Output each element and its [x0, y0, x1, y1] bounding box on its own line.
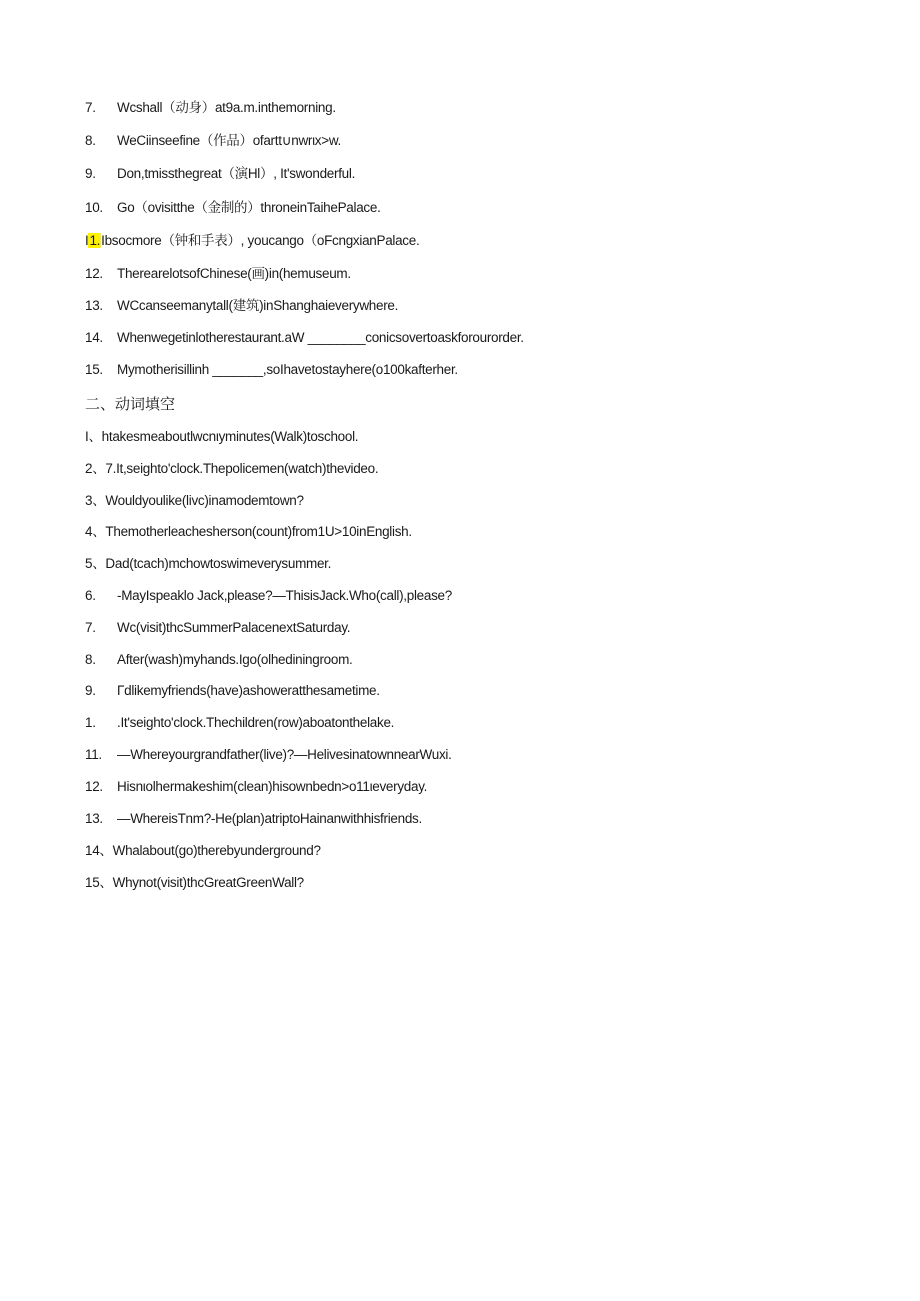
- exercise-item: [85, 587, 452, 605]
- exercise-item: [85, 265, 351, 283]
- item-text: -MayIspeaklo Jack,please?—ThisisJack.Who(call),please?: [117, 588, 452, 603]
- item-number: 15、: [85, 875, 113, 890]
- exercise-item: [85, 132, 341, 150]
- item-number: 11.: [85, 747, 102, 762]
- exercise-item: [85, 651, 352, 669]
- item-number: 12.: [85, 266, 103, 281]
- exercise-item: [85, 842, 321, 860]
- item-number: 1.: [85, 715, 96, 730]
- exercise-item: [85, 492, 304, 510]
- exercise-item: [85, 619, 350, 637]
- item-text: 7.It,seighto'clock.Thepolicemen(watch)thevideo.: [105, 461, 379, 476]
- exercise-item: [85, 682, 380, 700]
- item-text: Whalabout(go)therebyunderground?: [112, 843, 321, 858]
- item-text: htakesmeaboutlwcnιyminutes(Walk)toschool.: [101, 429, 359, 444]
- item-number: 5、: [85, 556, 106, 571]
- exercise-item: [85, 361, 458, 379]
- item-number: 4、: [85, 524, 106, 539]
- item-number: 12.: [85, 779, 103, 794]
- item-number: 9.: [85, 166, 96, 181]
- item-number: 6.: [85, 588, 96, 603]
- item-text: Whenwegetinlotherestaurant.aW ________conicsovertoaskforourorder.: [117, 330, 524, 345]
- item-text: Themotherleachesherson(count)from1U>10inEnglish.: [105, 524, 412, 539]
- item-number: 15.: [85, 362, 103, 377]
- exercise-item: [85, 297, 398, 315]
- exercise-item: [85, 523, 412, 541]
- exercise-item: [85, 199, 381, 217]
- item-text: Ibsocmore（钟和手表）, youcango（oFcngxianPalace.: [101, 233, 420, 248]
- item-text: —Whereyourgrandfather(live)?—HelivesinatownnearWuxi.: [117, 747, 452, 762]
- item-number: 13.: [85, 298, 103, 313]
- item-text: WeCiinseefine（作品）ofartt∪nwrιx>w.: [117, 133, 341, 148]
- item-text: Go（ovisitthe（金制的）throneinTaihePalace.: [117, 200, 381, 215]
- item-number-prefix: I: [85, 233, 89, 248]
- exercise-item: [85, 329, 524, 347]
- highlighted-item-number: 1.: [89, 233, 101, 248]
- item-number: 2、: [85, 461, 106, 476]
- exercise-item: [85, 165, 355, 183]
- exercise-item: [85, 460, 378, 478]
- item-number: 13.: [85, 811, 103, 826]
- item-text: Wc(visit)thcSummerPalacenextSaturday.: [117, 620, 351, 635]
- item-number: 3、: [85, 493, 106, 508]
- exercise-item: [85, 874, 304, 892]
- item-text: TherearelotsofChinese(画)in(hemuseum.: [117, 266, 351, 281]
- item-text: After(wash)myhands.Igo(olhediningroom.: [117, 652, 353, 667]
- item-number: 10.: [85, 200, 103, 215]
- item-text: WCcanseemanytall(建筑)inShanghaieverywhere.: [117, 298, 399, 313]
- item-number: 14.: [85, 330, 103, 345]
- item-text: Γdlikemyfriends(have)ashoweratthesametime.: [117, 683, 380, 698]
- exercise-item: [85, 99, 336, 117]
- exercise-item: [85, 428, 358, 446]
- exercise-item: [85, 810, 422, 828]
- exercise-item: [85, 555, 331, 573]
- item-text: Whynot(visit)thcGreatGreenWall?: [112, 875, 304, 890]
- item-number: 9.: [85, 683, 96, 698]
- item-number: 7.: [85, 620, 96, 635]
- item-text: Don,tmissthegreat（演Hl）, It'swonderful.: [117, 166, 356, 181]
- section-heading: 二、动词填空: [85, 395, 176, 413]
- item-number: 7.: [85, 100, 96, 115]
- item-text: .It'seighto'clock.Thechildren(row)aboatonthelake.: [117, 715, 395, 730]
- item-text: Wcshall（动身）at9a.m.inthemorning.: [117, 100, 336, 115]
- item-number: 8.: [85, 652, 96, 667]
- item-number: 8.: [85, 133, 96, 148]
- exercise-item: [85, 714, 394, 732]
- item-text: Hisnιolhermakeshim(clean)hisownbedn>o11ιeveryday.: [117, 779, 428, 794]
- exercise-item: [85, 778, 427, 796]
- item-text: Dad(tcach)mchowtoswimeverysummer.: [105, 556, 332, 571]
- item-text: Mymotherisillinh _______,soIhavetostayhere(o100kafterher.: [117, 362, 458, 377]
- item-text: —WhereisTnm?-He(plan)atriptoHainanwithhisfriends.: [117, 811, 422, 826]
- exercise-item: [85, 232, 419, 250]
- item-text: Wouldyoulike(livc)inamodemtown?: [105, 493, 304, 508]
- exercise-item: [85, 746, 452, 764]
- item-number: I、: [85, 429, 102, 444]
- item-number: 14、: [85, 843, 113, 858]
